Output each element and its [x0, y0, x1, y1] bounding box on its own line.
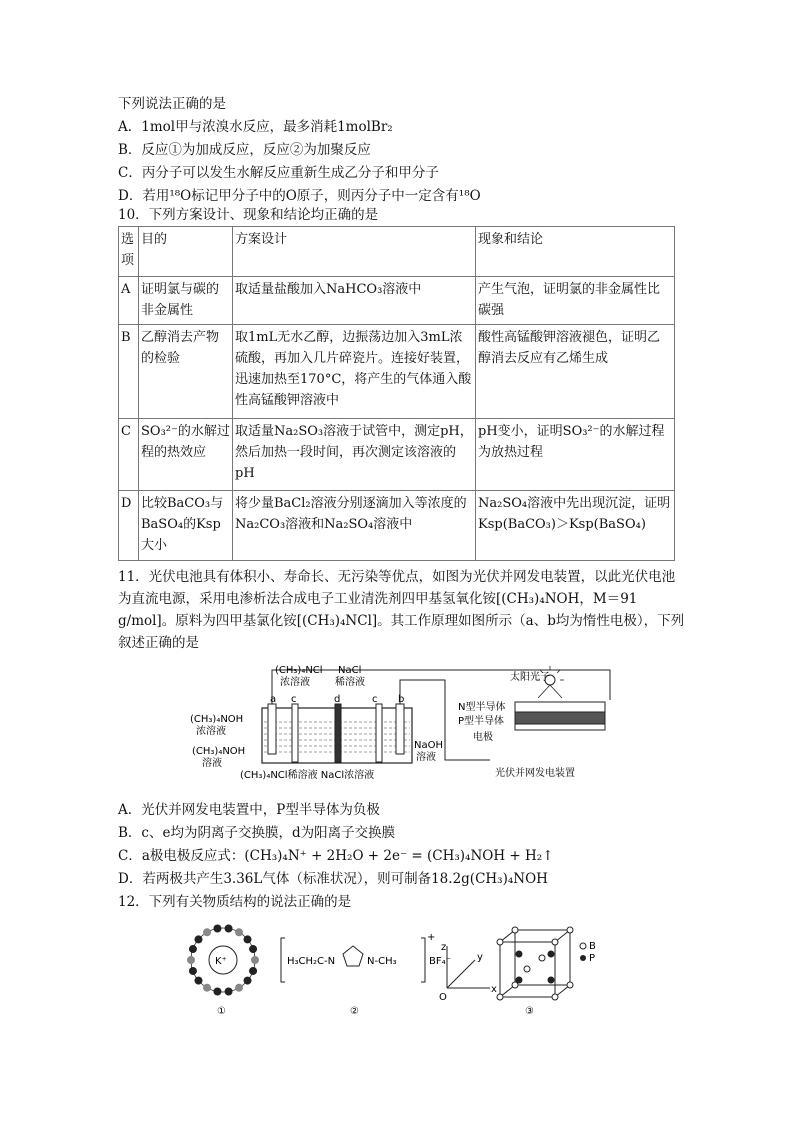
ring-atom	[194, 935, 202, 943]
label-legend-b: B	[589, 941, 596, 952]
cell-atom	[516, 951, 522, 957]
label-axis-x: x	[491, 984, 497, 995]
cell-atom	[497, 994, 503, 1000]
ring-atom	[244, 977, 252, 985]
label-b: b	[398, 694, 405, 705]
row-d-goal: 比较BaCO₃与BaSO₄的Ksp大小	[139, 491, 233, 561]
ring-atom	[194, 977, 202, 985]
cell-atom	[516, 977, 522, 983]
q11-option-d: D．若两极共产生3.36L气体（标准状况），则可制备18.2g(CH₃)₄NOH	[118, 871, 548, 887]
q11-stem: 11．光伏电池具有体积小、寿命长、无污染等优点，如图为光伏并网发电装置，以此光伏电池为直流电源，采用电渗析法合成电子工业清洗剂四甲基氢氧化铵[(CH₃)₄NOH，M＝91 g/mol]。原料为四甲基氯化铵[(CH₃)₄NCl]。其工作原理如图所示（a、b均为惰性电极），下列叙述正确的是	[118, 569, 685, 651]
q11-option-a: A．光伏并网发电装置中，P型半导体为负极	[118, 802, 380, 818]
ring-atom	[225, 924, 233, 932]
ring-atom	[189, 967, 197, 975]
electrode-b	[396, 704, 404, 754]
structures-figure	[175, 918, 615, 1018]
row-b-plan: 取1mL无水乙醇，边振荡边加入3mL浓硫酸，再加入几片碎瓷片。连接好装置，迅速加热至170°C，将产生的气体通入酸性高锰酸钾溶液中	[233, 325, 476, 419]
row-a-option: A	[119, 277, 139, 325]
label-n-type: N型半导体	[458, 702, 506, 713]
label-c1: c	[291, 694, 297, 705]
q9-option-b: B．反应①为加成反应，反应②为加聚反应	[118, 142, 371, 158]
label-anion: BF₄⁻	[429, 956, 451, 967]
n-type-layer	[515, 702, 605, 712]
header-option: 选项	[119, 227, 139, 277]
ring-atom	[249, 945, 257, 953]
ring-atom	[235, 984, 243, 992]
label-a: a	[270, 694, 277, 705]
electrode-layer	[515, 724, 605, 730]
row-c-goal: SO₃²⁻的水解过程的热效应	[139, 419, 233, 491]
row-a-goal: 证明氯与碳的非金属性	[139, 277, 233, 325]
ring-atom	[203, 984, 211, 992]
label-k-ion: K⁺	[215, 956, 227, 967]
row-b-result: 酸性高锰酸钾溶液褪色，证明乙醇消去反应有乙烯生成	[476, 325, 675, 419]
row-b-goal: 乙醇消去产物的检验	[139, 325, 233, 419]
label-axis-o: O	[439, 992, 447, 1003]
table-row	[119, 491, 675, 561]
table-row	[119, 277, 675, 325]
row-d-plan: 将少量BaCl₂溶液分别逐滴加入等浓度的Na₂CO₃溶液和Na₂SO₄溶液中	[233, 491, 476, 561]
cell-edges	[500, 930, 570, 997]
table-row	[119, 419, 675, 491]
electrode-a	[268, 704, 276, 754]
header-plan: 方案设计	[233, 227, 476, 277]
label-num1: ①	[217, 1006, 226, 1017]
cell-atom	[524, 966, 530, 972]
ring-atom	[251, 956, 259, 964]
label-electrode: 电极	[473, 732, 493, 743]
bracket-right	[421, 938, 425, 982]
cell-atom	[552, 994, 558, 1000]
row-a-result: 产生气泡，证明氯的非金属性比碳强	[476, 277, 675, 325]
row-c-result: pH变小，证明SO₃²⁻的水解过程为放热过程	[476, 419, 675, 491]
q9-stem: 下列说法正确的是	[118, 96, 226, 112]
label-sun: 太阳光子	[510, 672, 550, 683]
row-c-option: C	[119, 419, 139, 491]
cell-atom	[552, 939, 558, 945]
row-d-result: Na₂SO₄溶液中先出现沉淀，证明Ksp(BaCO₃)＞Ksp(BaSO₄)	[476, 491, 675, 561]
electrodialysis-figure	[190, 660, 630, 780]
header-goal: 目的	[139, 227, 233, 277]
membrane-c-right	[376, 704, 382, 762]
wire-top	[272, 670, 610, 704]
label-top-mid: NaCl	[338, 665, 362, 676]
label-num2: ②	[350, 1006, 359, 1017]
ring-atom	[213, 988, 221, 996]
bracket-left	[281, 938, 285, 982]
imidazole-ring	[343, 946, 363, 966]
q12-stem: 12．下列有关物质结构的说法正确的是	[118, 894, 352, 910]
cell-atoms	[497, 927, 573, 1000]
legend-p-marker	[580, 955, 586, 961]
label-top-mid2: 稀溶液	[335, 677, 365, 688]
membrane-c-left	[292, 704, 298, 762]
label-axis-y: y	[477, 952, 483, 963]
label-left2b: 溶液	[202, 758, 222, 769]
label-num3: ③	[525, 1006, 534, 1017]
q9-option-c: C．丙分子可以发生水解反应重新生成乙分子和甲分子	[118, 165, 439, 181]
label-bottom: (CH₃)₄NCl稀溶液 NaCl浓溶液	[240, 770, 375, 780]
q11-option-b: B．c、e均为阴离子交换膜，d为阳离子交换膜	[118, 825, 396, 841]
label-legend-p: P	[589, 953, 596, 964]
cell-atom	[548, 977, 554, 983]
label-p-type: P型半导体	[458, 716, 505, 727]
cell-atom	[539, 955, 545, 961]
cell-atom	[567, 982, 573, 988]
label-plus: +	[427, 932, 436, 943]
q10-stem: 10．下列方案设计、现象和结论均正确的是	[118, 207, 379, 223]
cell-atom	[497, 939, 503, 945]
legend-b-marker	[580, 943, 586, 949]
q9-option-d: D．若用¹⁸O标记甲分子中的O原子，则丙分子中一定含有¹⁸O	[118, 188, 481, 204]
label-left2: (CH₃)₄NOH	[192, 746, 246, 757]
table-header-row	[119, 227, 675, 277]
label-d: d	[334, 694, 341, 705]
row-d-option: D	[119, 491, 139, 561]
ring-atom	[244, 935, 252, 943]
cell-atom	[512, 927, 518, 933]
row-c-plan: 取适量Na₂SO₃溶液于试管中，测定pH，然后加热一段时间，再次测定该溶液的pH	[233, 419, 476, 491]
label-left1b: 浓溶液	[196, 726, 226, 737]
label-device: 光伏并网发电装置	[495, 768, 575, 779]
ring-atom	[189, 945, 197, 953]
ring-atom	[203, 928, 211, 936]
label-axis-z: z	[441, 942, 447, 953]
label-formula-left: H₃CH₂C-N	[287, 956, 336, 967]
row-a-plan: 取适量盐酸加入NaHCO₃溶液中	[233, 277, 476, 325]
ring-atom	[249, 967, 257, 975]
row-b-option: B	[119, 325, 139, 419]
label-top-left2: 浓溶液	[280, 677, 310, 688]
label-right1b: 溶液	[416, 752, 436, 763]
ring-atom	[213, 924, 221, 932]
label-c2: c	[372, 694, 378, 705]
q10-table	[118, 226, 675, 561]
label-formula-right: N-CH₃	[367, 956, 397, 967]
table-row	[119, 325, 675, 419]
cell-atom	[548, 951, 554, 957]
label-right1: NaOH	[414, 740, 443, 751]
header-result: 现象和结论	[476, 227, 675, 277]
membrane-d	[335, 704, 341, 762]
cell-atom	[567, 927, 573, 933]
label-left1: (CH₃)₄NOH	[190, 714, 244, 725]
axis-y	[447, 960, 475, 988]
q11-option-c: C．a极电极反应式：(CH₃)₄N⁺ + 2H₂O + 2e⁻ = (CH₃)₄NOH + H₂↑	[118, 848, 554, 864]
ring-atom	[187, 956, 195, 964]
q9-option-a: A．1mol甲与浓溴水反应，最多消耗1molBr₂	[118, 119, 393, 135]
p-type-layer	[515, 712, 605, 724]
label-top-left: (CH₃)₄NCl	[275, 665, 323, 676]
ring-atom	[235, 928, 243, 936]
ring-atom	[225, 988, 233, 996]
